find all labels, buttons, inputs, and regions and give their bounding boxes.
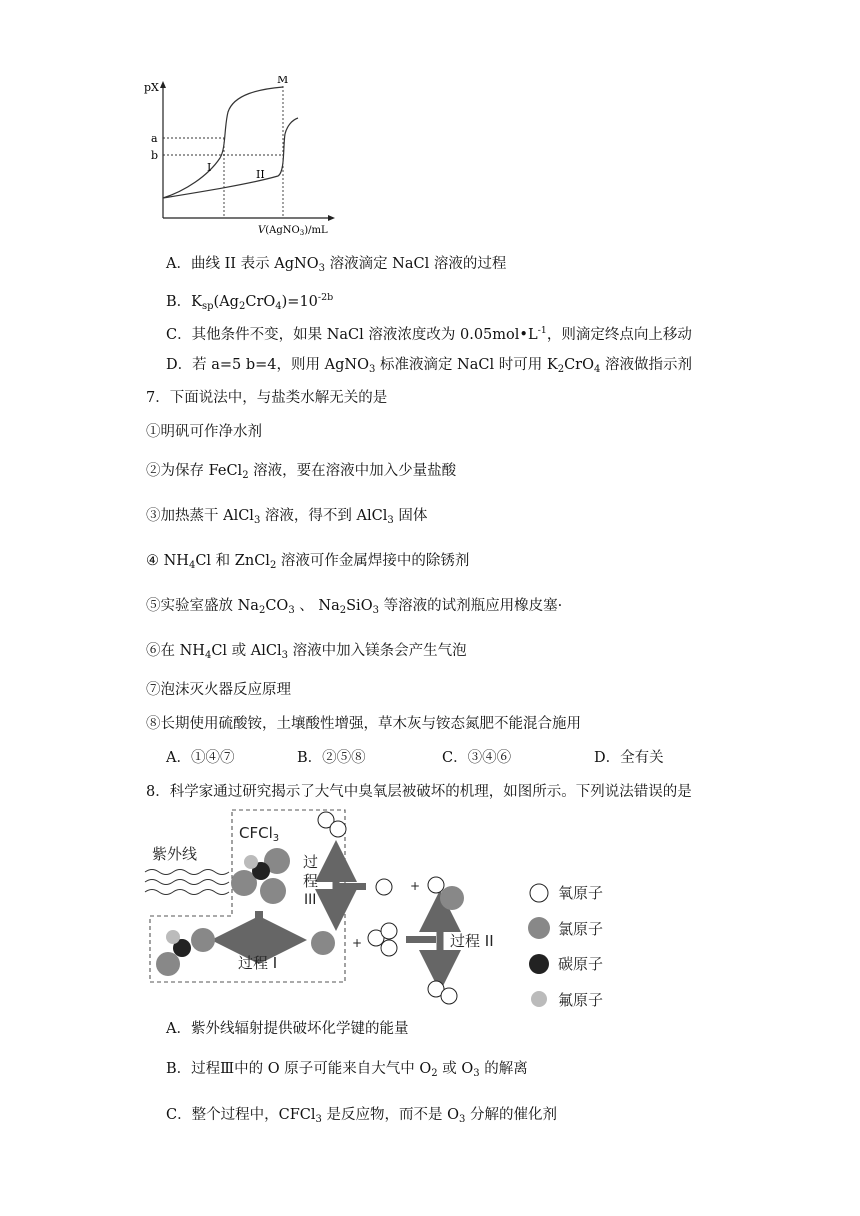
legend-fluorine-label: 氟原子 [558,991,604,1009]
curve-2 [163,118,298,198]
tick-a: a [151,132,158,145]
q7-stem: 7．下面说法中，与盐类水解无关的是 [146,390,388,406]
curve-1-label: I [207,161,212,174]
q7-choice-c[interactable]: C．③④⑥ [442,750,512,766]
q7-statement-6: ⑥在 $NH_4Cl$ 或 AlCl$_3$ 溶液中加入镁条会产生气泡 [146,643,467,661]
y-axis-label: pX [144,81,159,94]
q7-choice-d[interactable]: D．全有关 [594,750,664,766]
q8-option-b[interactable]: B．过程Ⅲ中的 O 原子可能来自大气中 $O_2$ 或 $O_3$ 的解离 [166,1061,528,1079]
plus-sign-2: + [410,879,421,893]
process-3-label-b: 程 [303,872,319,890]
q7-statement-4: ④ $NH_4Cl$ 和 ZnCl$_2$ 溶液可作金属焊接中的除锈剂 [146,553,470,571]
legend-fluorine-swatch [531,991,547,1007]
process-3-label-c: III [304,892,317,908]
q8-stem: 8．科学家通过研究揭示了大气中臭氧层被破坏的机理，如图所示。下列说法错误的是 [146,784,692,800]
process-3-label-a: 过 [303,853,319,871]
q7-statement-5: ⑤实验室盛放 $Na_2CO_3$ 、 $Na_2SiO_3$ 等溶液的试剂瓶应用橡皮塞· [146,598,563,616]
q6-option-b[interactable]: B．$K_{sp}(Ag_2CrO_4)=10^{-2b}$ [166,292,334,312]
q7-choice-b[interactable]: B．②⑤⑧ [297,750,366,766]
cfcl3-label: CFCl$_3$ [239,824,280,844]
uv-label: 紫外线 [152,845,198,863]
q7-statement-7: ⑦泡沫灭火器反应原理 [146,682,291,698]
legend-oxygen-swatch [530,884,548,902]
curve-2-label: II [256,168,265,181]
ozone-mechanism-diagram [140,806,630,1011]
titration-graph [140,76,340,236]
legend-oxygen-label: 氧原子 [558,884,604,902]
q7-statement-1: ①明矾可作净水剂 [146,424,262,440]
plus-sign-1: + [352,936,363,950]
q7-statement-2: ②为保存 FeCl$_2$ 溶液，要在溶液中加入少量盐酸 [146,463,457,481]
process-2-label: 过程 II [450,932,494,950]
q6-option-c[interactable]: C．其他条件不变，如果 NaCl 溶液浓度改为 $0.05mol•L^{-1}$，则滴定终点向上移动 [166,325,692,343]
process-1-label: 过程 I [238,954,278,972]
point-m: M [277,76,289,86]
tick-b: b [151,149,159,162]
curve-1 [163,87,283,198]
q7-statement-8: ⑧长期使用硫酸铵，土壤酸性增强，草木灰与铵态氮肥不能混合施用 [146,716,581,732]
q6-option-d[interactable]: D．若 a=5 b=4，则用 AgNO$_3$ 标准液滴定 NaCl 时可用 $K_2CrO_4$ 溶液做指示剂 [166,357,692,375]
q8-option-a[interactable]: A．紫外线辐射提供破坏化学键的能量 [166,1021,409,1037]
legend-chlorine-swatch [528,917,550,939]
legend-carbon-label: 碳原子 [558,955,604,973]
q6-option-a[interactable]: A．曲线 II 表示 AgNO$_3$ 溶液滴定 NaCl 溶液的过程 [166,256,507,274]
q8-option-c[interactable]: C．整个过程中，CFCl$_3$ 是反应物，而不是 $O_3$ 分解的催化剂 [166,1107,557,1125]
q7-choice-a[interactable]: A．①④⑦ [166,750,235,766]
legend-chlorine-label: 氯原子 [558,920,604,938]
legend-carbon-swatch [529,954,549,974]
x-axis-label: V(AgNO$_3$)/mL [258,225,328,236]
q7-statement-3: ③加热蒸干 AlCl$_3$ 溶液，得不到 AlCl$_3$ 固体 [146,508,428,526]
